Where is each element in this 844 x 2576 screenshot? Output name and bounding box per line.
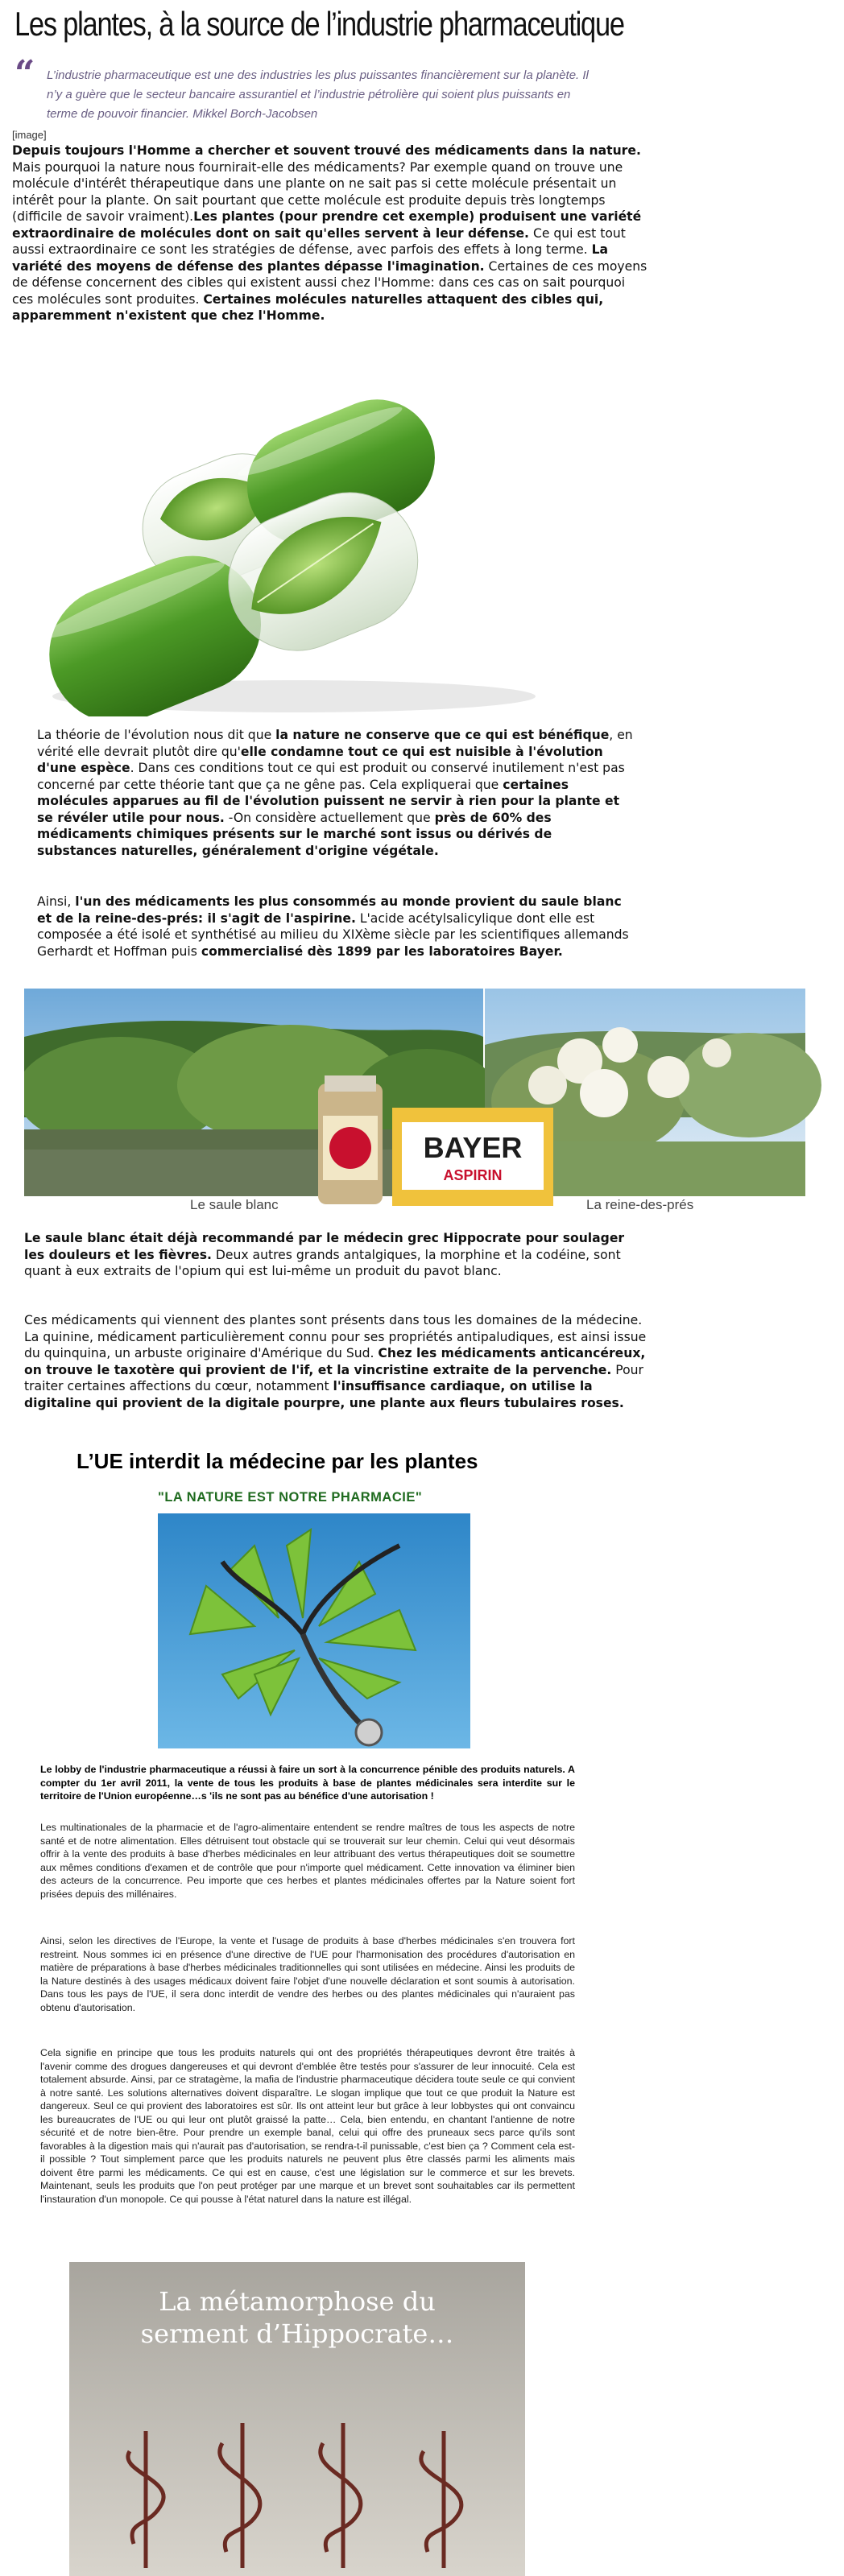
text-run: Pour traiter certaines affections du cœur, notamment — [24, 1362, 643, 1393]
poster-title-line2: serment d’Hippocrate… — [140, 2318, 454, 2349]
eu-para-3: Cela signifie en principe que tous les produits naturels qui ont des propriétés thérapeutiques devront être traités à l'avenir comme des drogues dangereuses et qui devront d'emblée être testés pour s'assurer de leur innocuité. Cela est totalement absurde. Ainsi, par ce stratagème, la mafia de l'industrie pharmaceutique décidera toute seule ce qui convient à notre santé. Les solutions alternatives doivent disparaître. Le slogan implique que tout ce que produit la Nature est dangereux. Seul ce qui provient des laboratoires est sûr. Ils ont atteint leur but grâce à leur lobbystes qui ont convaincu les bureaucrates de l'UE ou qui leur ont plutôt graissé la patte… Cela, bien entendu, en chantant l'antienne de notre sécurité et de notre bien-être. Pour prendre un exemple banal, celui qui offre des pruneaux secs parce qu'ils sont favorables à la digestion mais qui n'aurait pas d'autorisation, se rendra-t-il punissable, c'est bien ça ? Comment cela est-il possible ? Tout simplement parce que les produits naturels ne peuvent plus être classés parmi les aliments mais doivent être parmi les médicaments. Ce qui est en cause, c'est une législation sur le commerce et sur les brevets. Maintenant, seuls les produits que l'on peut protéger par une marque et un brevet sont souhaitables car ils permettent l'instauration d'un monopole. Ce qui pousse à l'état naturel dans la nature est illégal. — [40, 2047, 575, 2205]
eu-lead: Le lobby de l'industrie pharmaceutique a réussi à faire un sort à la concurrence pénible des produits naturels. A compter du 1er avril 2011, la vente de tous les produits à base de plantes médicinales sera interdite sur le territoire de l'Union européenne…s 'ils ne sont pas au bénéfice d'une autorisation ! — [40, 1764, 575, 1802]
paragraph-medicines — [24, 1312, 660, 1411]
text-run: près de 60% des médicaments chimiques présents sur le marché sont issus ou dérivés de substances naturelles, généralement d'origine végétale. — [37, 810, 552, 858]
image-placeholder: [image] — [12, 129, 47, 141]
willow-meadowsweet-image — [24, 989, 830, 1222]
stethoscope-plant-image — [158, 1513, 470, 1748]
bayer-label: BAYER — [423, 1131, 523, 1164]
text-run: Ces médicaments qui viennent des plantes sont présents dans tous les domaines de la médecine. La quinine, médicament particulièrement connu pour ses propriétés antipaludiques, est ainsi issue du quinquina, un arbuste originaire d'Amérique du Sud. — [24, 1313, 647, 1360]
text-run: L'acide acétylsalicylique dont elle est composée a été isolé et synthétisé au milieu du XIXème siècle par les scientifiques allemands Gerhardt et Hoffman puis — [37, 910, 629, 959]
paragraph-aspirin — [37, 894, 633, 960]
text-run: Deux autres grands antalgiques, la morphine et la codéine, sont quant à eux extraits de l'opium qui est lui-même un produit du pavot blanc. — [24, 1247, 621, 1278]
poster-title-line1: La métamorphose du — [159, 2286, 436, 2317]
text-run: Les plantes (pour prendre cet exemple) produisent une variété extraordinaire de molécules dont on sait qu'elles servent à leur défense. — [12, 209, 642, 241]
eu-para-2: Ainsi, selon les directives de l'Europe, la vente et l'usage de produits à base d'herbes médicinales s'en trouvera fort restreint. Nous sommes ici en présence d'une directive de l'UE pour l'harmonisation des procédures d'autorisation en matière de préparations à base d'herbes médicinales traditionnelles qui sont utilisées en médecine. Ainsi les produits de la Nature destinés à des usages médicaux doivent faire l'objet d'une nouvelle déclaration et sont soumis à autorisation. Dans tous les pays de l'UE, il sera donc interdit de vendre des herbes ou des plantes médicinales qui n'auraient pas obtenu d'autorisation. — [40, 1935, 575, 2013]
text-run: commercialisé dès 1899 par les laboratoires Bayer. — [201, 943, 563, 959]
text-run: . Dans ces conditions tout ce qui est produit ou conservé inutilement n'est pas concerné par cette théorie tant que ça ne gêne pas. Cela expliquerai que — [37, 761, 625, 792]
text-run: , en vérité elle devrait plutôt dire qu' — [37, 728, 633, 759]
text-run: la nature ne conserve que ce qui est bénéfique — [275, 728, 610, 742]
text-run: Ainsi, — [37, 894, 76, 909]
quote-text: L’industrie pharmaceutique est une des industries les plus puissantes financièrement sur la planète. Il n’y a guère que le secteur bancaire assurantiel et l’industrie pétrolière qui soient plus puissants en terme de pouvoir financier. Mikkel Borch-Jacobsen — [47, 68, 589, 121]
text-run: Chez les médicaments anticancéreux, on trouve le taxotère qui provient de l'if, et la vincristine extraite de la pervenche. — [24, 1346, 646, 1377]
text-run: Certaines de ces moyens de défense concernent des cibles qui existent aussi chez l'Homme: dans ces cas on sait pourquoi ces molécules sont produites. — [12, 258, 647, 307]
text-run: Le saule blanc était déjà recommandé par le médecin grec Hippocrate pour soulager les douleurs et les fièvres. — [24, 1231, 625, 1262]
text-run: l'un des médicaments les plus consommés au monde provient du saule blanc et de la reine-des-prés: il s'agit de l'aspirine. — [37, 894, 622, 926]
paragraph-evolution — [37, 727, 633, 859]
eu-para-1: Les multinationales de la pharmacie et de l'agro-alimentaire entendent se rendre maîtres de tous les aspects de notre santé et de notre alimentation. Elles détruisent tout obstacle qui se trouverait sur leur chemin. Celui qui veut désormais offrir à la vente des produits à base d'herbes médicinales en leur attribuant des vertus thérapeutiques doit se soumettre aux mêmes conditions d'examen et de contrôle que pour n'importe quel médicament. Cette innovation va éliminer bien des acteurs de la concurrence. Peu importe que ces herbes et plantes médicinales offertes par la Nature soient fort prisées depuis des millénaires. — [40, 1822, 575, 1900]
paragraph-intro — [12, 142, 648, 324]
text-run: Depuis toujours l'Homme a chercher et souvent trouvé des médicaments dans la nature. — [12, 143, 641, 158]
article-title: Les plantes, à la source de l’industrie pharmaceutique — [14, 5, 624, 43]
nature-banner: "LA NATURE EST NOTRE PHARMACIE" — [158, 1490, 423, 1505]
text-run: Ce qui est tout aussi extraordinaire ce sont les stratégies de défense, avec parfois des effets à long terme. — [12, 225, 626, 257]
green-capsules-image — [32, 378, 556, 716]
caption-willow: Le saule blanc — [190, 1197, 279, 1212]
text-run: l'insuffisance cardiaque, on utilise la digitaline qui provient de la digitale pourpre, une plante aux fleurs tubulaires roses. — [24, 1379, 624, 1410]
hippocrate-poster-image — [69, 2262, 525, 2576]
section-heading: L’UE interdit la médecine par les plantes — [77, 1449, 478, 1473]
text-run: certaines molécules apparues au fil de l'évolution puissent ne servir à rien pour la plante et se révéler utile pour nous. — [37, 777, 620, 825]
paragraph-hippocrate — [24, 1230, 636, 1280]
text-run: La théorie de l'évolution nous dit que — [37, 728, 276, 742]
text-run: elle condamne tout ce qui est nuisible à l'évolution d'une espèce — [37, 744, 603, 775]
text-run: La variété des moyens de défense des plantes dépasse l'imagination. — [12, 242, 609, 274]
quote-mark-icon: “ — [14, 53, 35, 94]
text-run: -On considère actuellement que — [224, 810, 435, 825]
caption-meadowsweet: La reine-des-prés — [586, 1197, 694, 1212]
text-run: Mais pourquoi la nature nous fournirait-elle des médicaments? Par exemple quand on trouve une molécule d'intérêt thérapeutique dans une plante on ne sait pas si cette molécule présentait un intérêt pour la plante. On sait pourtant que cette molécule est produite depuis très longtemps (difficile de savoir vraiment). — [12, 159, 623, 224]
text-run: Certaines molécules naturelles attaquent des cibles qui, apparemment n'existent que chez l'Homme. — [12, 291, 604, 323]
aspirin-label: ASPIRIN — [443, 1167, 503, 1183]
